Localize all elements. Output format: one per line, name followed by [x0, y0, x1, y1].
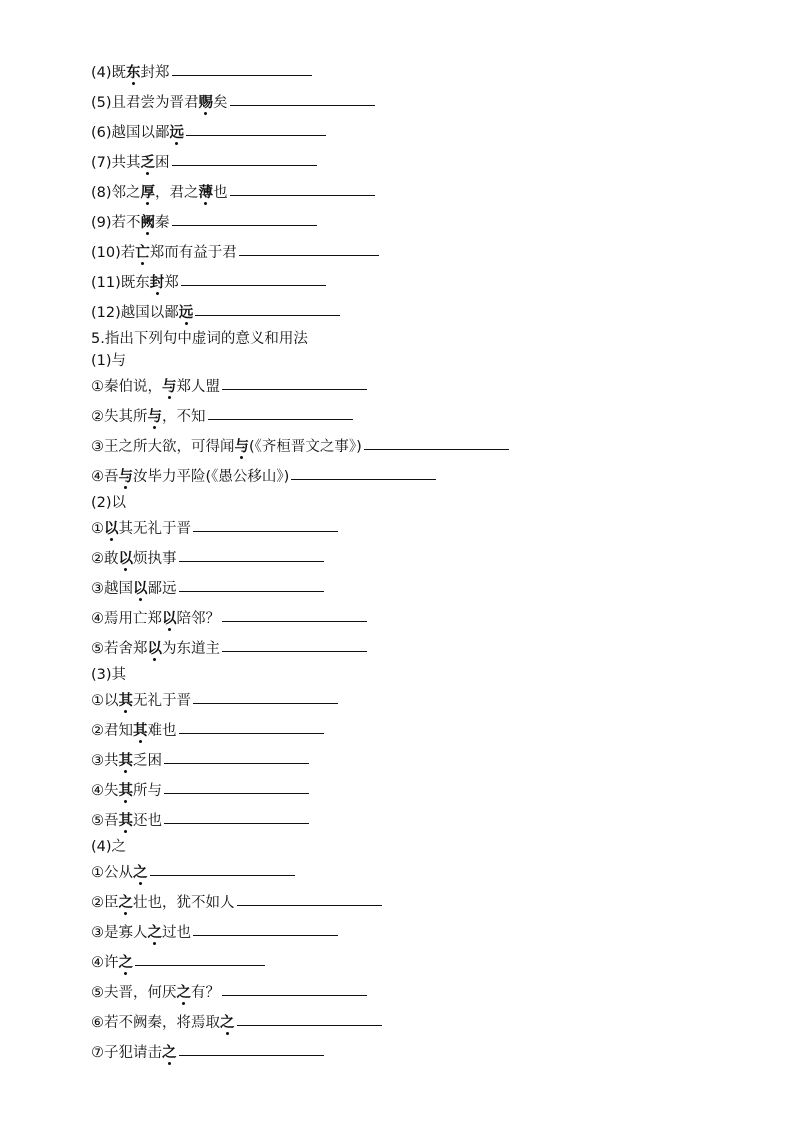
- answer-blank[interactable]: [164, 762, 309, 764]
- answer-blank[interactable]: [172, 164, 317, 166]
- answer-blank[interactable]: [239, 254, 379, 256]
- exercise-item: [91, 238, 771, 268]
- exercise-item: [91, 462, 771, 492]
- exercise-item: [91, 298, 771, 328]
- item-text: 其无礼于晋: [118, 521, 191, 537]
- exercise-item: [91, 918, 771, 948]
- item-text: 郑而有益于君: [149, 245, 237, 261]
- emphasized-character: 与: [148, 402, 163, 432]
- item-text: ④焉用亡郑: [91, 611, 162, 627]
- answer-blank[interactable]: [193, 530, 338, 532]
- item-text: ⑤若舍郑: [91, 641, 148, 657]
- exercise-item: [91, 686, 771, 716]
- item-text: ①: [91, 521, 104, 537]
- emphasized-character: 远: [170, 118, 185, 148]
- item-text: (7)共其: [91, 155, 141, 171]
- item-text: 也: [213, 185, 228, 201]
- emphasized-character: 之: [220, 1008, 235, 1038]
- answer-blank[interactable]: [172, 224, 317, 226]
- exercise-item: [91, 372, 771, 402]
- item-text: 过也: [162, 925, 191, 941]
- answer-blank[interactable]: [222, 650, 367, 652]
- emphasized-character: 以: [119, 544, 134, 574]
- item-text: ⑤吾: [91, 813, 119, 829]
- item-text: 有？: [191, 985, 220, 1001]
- exercise-item: [91, 716, 771, 746]
- answer-blank[interactable]: [179, 560, 324, 562]
- item-text: (6)越国以鄙: [91, 125, 170, 141]
- item-text: 郑人盟: [176, 379, 220, 395]
- answer-blank[interactable]: [186, 134, 326, 136]
- item-text: (8)邻之: [91, 185, 141, 201]
- emphasized-character: 之: [162, 1038, 177, 1068]
- exercise-item: [91, 746, 771, 776]
- item-text: 困: [155, 155, 170, 171]
- section-heading: [91, 492, 771, 514]
- item-text: (4)之: [91, 839, 127, 855]
- item-text: ①秦伯说，: [91, 379, 162, 395]
- exercise-item: [91, 1008, 771, 1038]
- answer-blank[interactable]: [237, 1024, 382, 1026]
- item-text: (5)且君尝为晋君: [91, 95, 199, 111]
- item-text: 乏困: [133, 753, 162, 769]
- item-text: (10)若: [91, 245, 136, 261]
- exercise-item: [91, 978, 771, 1008]
- answer-blank[interactable]: [237, 904, 382, 906]
- item-text: (《齐桓晋文之事》): [249, 439, 362, 455]
- section-heading: [91, 836, 771, 858]
- exercise-item: [91, 1038, 771, 1068]
- exercise-item: [91, 858, 771, 888]
- exercise-item: [91, 58, 771, 88]
- item-text: 所与: [133, 783, 162, 799]
- section-heading: [91, 664, 771, 686]
- exercise-item: [91, 888, 771, 918]
- answer-blank[interactable]: [135, 964, 265, 966]
- exercise-item: [91, 88, 771, 118]
- answer-blank[interactable]: [208, 418, 353, 420]
- item-text: ⑤夫晋，何厌: [91, 985, 177, 1001]
- item-text: 矣: [213, 95, 228, 111]
- answer-blank[interactable]: [364, 448, 509, 450]
- item-text: 5.指出下列句中虚词的意义和用法: [91, 331, 308, 347]
- exercise-item: [91, 544, 771, 574]
- item-text: ④失: [91, 783, 119, 799]
- emphasized-character: 远: [179, 298, 194, 328]
- item-text: 为东道主: [162, 641, 220, 657]
- item-text: (2)以: [91, 495, 127, 511]
- emphasized-character: 与: [162, 372, 177, 402]
- answer-blank[interactable]: [179, 732, 324, 734]
- item-text: ②敢: [91, 551, 119, 567]
- item-text: ，不知: [162, 409, 206, 425]
- emphasized-character: 其: [119, 686, 134, 716]
- item-text: (1)与: [91, 353, 127, 369]
- exercise-item: [91, 514, 771, 544]
- answer-blank[interactable]: [179, 590, 324, 592]
- item-text: ④许: [91, 955, 119, 971]
- item-text: ③是寡人: [91, 925, 148, 941]
- answer-blank[interactable]: [222, 620, 367, 622]
- answer-blank[interactable]: [195, 314, 340, 316]
- emphasized-character: 赐: [199, 88, 214, 118]
- exercise-item: [91, 806, 771, 836]
- answer-blank[interactable]: [179, 1054, 324, 1056]
- emphasized-character: 薄: [199, 178, 214, 208]
- item-text: ③越国: [91, 581, 133, 597]
- item-text: (4)既: [91, 65, 127, 81]
- item-text: 还也: [133, 813, 162, 829]
- item-text: (11)既东: [91, 275, 150, 291]
- exercise-item: [91, 148, 771, 178]
- emphasized-character: 其: [119, 806, 134, 836]
- item-text: 陪邻？: [176, 611, 220, 627]
- emphasized-character: 以: [133, 574, 148, 604]
- emphasized-character: 其: [133, 716, 148, 746]
- section-heading: [91, 328, 771, 350]
- emphasized-character: 厚: [141, 178, 156, 208]
- emphasized-character: 之: [119, 888, 134, 918]
- item-text: 封郑: [140, 65, 170, 81]
- exercise-item: [91, 948, 771, 978]
- emphasized-character: 其: [119, 746, 134, 776]
- item-text: ①以: [91, 693, 119, 709]
- emphasized-character: 封: [150, 268, 165, 298]
- exercise-item: [91, 268, 771, 298]
- item-text: ②失其所: [91, 409, 148, 425]
- answer-blank[interactable]: [230, 194, 375, 196]
- item-text: 郑: [164, 275, 179, 291]
- item-text: (3)其: [91, 667, 127, 683]
- item-text: ⑦子犯请击: [91, 1045, 162, 1061]
- answer-blank[interactable]: [222, 388, 367, 390]
- item-text: (9)若不: [91, 215, 141, 231]
- emphasized-character: 之: [119, 948, 134, 978]
- item-text: 壮也，犹不如人: [133, 895, 235, 911]
- item-text: ③王之所大欲，可得闻: [91, 439, 235, 455]
- answer-blank[interactable]: [230, 104, 375, 106]
- answer-blank[interactable]: [164, 822, 309, 824]
- exercise-item: [91, 208, 771, 238]
- exercise-item: [91, 634, 771, 664]
- section-heading: [91, 350, 771, 372]
- answer-blank[interactable]: [150, 874, 295, 876]
- emphasized-character: 东: [126, 58, 141, 88]
- emphasized-character: 以: [104, 514, 119, 544]
- item-text: 难也: [147, 723, 177, 739]
- answer-blank[interactable]: [172, 74, 312, 76]
- exercise-item: [91, 178, 771, 208]
- emphasized-character: 之: [133, 858, 148, 888]
- exercise-item: [91, 776, 771, 806]
- item-text: 汝毕力平险(《愚公移山》): [133, 469, 290, 485]
- item-text: 鄙远: [147, 581, 177, 597]
- exercise-item: [91, 118, 771, 148]
- emphasized-character: 乏: [141, 148, 156, 178]
- emphasized-character: 与: [119, 462, 134, 492]
- item-text: 无礼于晋: [133, 693, 191, 709]
- answer-blank[interactable]: [193, 934, 338, 936]
- item-text: 烦执事: [133, 551, 177, 567]
- item-text: 秦: [155, 215, 170, 231]
- worksheet-page: [91, 58, 771, 1068]
- item-text: ④吾: [91, 469, 119, 485]
- item-text: (12)越国以鄙: [91, 305, 179, 321]
- item-text: ③共: [91, 753, 119, 769]
- exercise-item: [91, 402, 771, 432]
- emphasized-character: 以: [148, 634, 163, 664]
- answer-blank[interactable]: [291, 478, 436, 480]
- exercise-item: [91, 432, 771, 462]
- item-text: ，君之: [155, 185, 199, 201]
- item-text: ②臣: [91, 895, 119, 911]
- emphasized-character: 之: [177, 978, 192, 1008]
- item-text: ①公从: [91, 865, 133, 881]
- emphasized-character: 阙: [141, 208, 156, 238]
- answer-blank[interactable]: [222, 994, 367, 996]
- answer-blank[interactable]: [181, 284, 326, 286]
- emphasized-character: 之: [148, 918, 163, 948]
- emphasized-character: 以: [162, 604, 177, 634]
- emphasized-character: 与: [235, 432, 250, 462]
- item-text: ⑥若不阙秦，将焉取: [91, 1015, 220, 1031]
- item-text: ②君知: [91, 723, 133, 739]
- answer-blank[interactable]: [193, 702, 338, 704]
- emphasized-character: 其: [119, 776, 134, 806]
- answer-blank[interactable]: [164, 792, 309, 794]
- exercise-item: [91, 574, 771, 604]
- exercise-item: [91, 604, 771, 634]
- emphasized-character: 亡: [135, 238, 150, 268]
